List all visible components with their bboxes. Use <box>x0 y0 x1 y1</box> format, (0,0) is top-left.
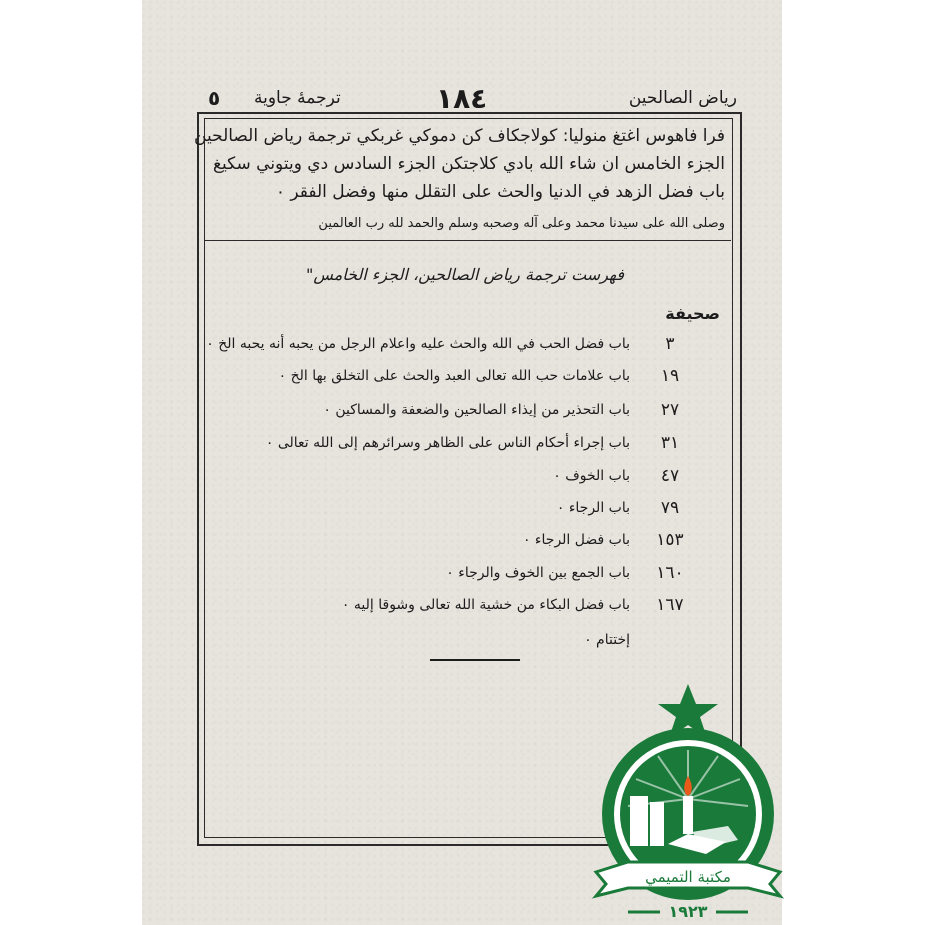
toc-entry <box>230 630 700 656</box>
toc-entry-title: باب فضل البكاء من خشية الله تعالى وشوقا إليه ٠ <box>341 597 630 613</box>
toc-page-number: ٢٧ <box>660 400 680 420</box>
logo-text: مكتبة التميمي <box>645 868 731 886</box>
toc-entry <box>230 563 700 589</box>
toc-entry-title: باب الرجاء ٠ <box>556 500 630 516</box>
toc-page-number: ١٥٣ <box>656 530 684 550</box>
toc-entry-title: إختتام ٠ <box>584 632 630 648</box>
colophon-line: فرا فاهوس اغتغ منوليا: كولاجكاف كن دموكي غربكي ترجمة رياض الصالحين <box>194 126 725 146</box>
header-center-number: ١٨٤ <box>436 82 488 115</box>
toc-title: فهرست ترجمة رياض الصالحين، الجزء الخامس" <box>305 265 625 284</box>
toc-page-number: ٧٩ <box>660 498 680 518</box>
page-column-header: صحيفة <box>665 304 720 323</box>
running-header <box>196 84 741 114</box>
end-rule <box>430 659 520 661</box>
toc-entry <box>230 433 700 459</box>
library-logo <box>588 684 788 925</box>
logo-year: ١٩٢٣ <box>668 902 708 921</box>
toc-page-number: ١٦٠ <box>656 563 684 583</box>
toc-entry <box>230 498 700 524</box>
toc-entry <box>230 530 700 556</box>
colophon-line: وصلى الله على سيدنا محمد وعلى آله وصحبه وسلم والحمد لله رب العالمين <box>318 216 725 231</box>
page-number: ٥ <box>208 86 221 110</box>
toc-page-number: ١٩ <box>660 366 680 386</box>
toc-entry-title: باب التحذير من إيذاء الصالحين والضعفة والمساكين ٠ <box>323 402 630 418</box>
header-right-title: رياض الصالحين <box>628 88 737 108</box>
toc-entry <box>230 400 700 426</box>
colophon-divider <box>204 240 731 241</box>
toc-entry <box>230 366 700 392</box>
header-left-title: ترجمهٔ جاوية <box>254 88 341 108</box>
toc-entry-title: باب علامات حب الله تعالى العبد والحث على التخلق بها الخ ٠ <box>278 368 630 384</box>
toc-page-number: ٤٧ <box>660 466 680 486</box>
toc-entry-title: باب الخوف ٠ <box>553 468 630 484</box>
toc-page-number: ٣١ <box>660 433 680 453</box>
toc-entry <box>230 595 700 621</box>
toc-entry-title: باب الجمع بين الخوف والرجاء ٠ <box>446 565 630 581</box>
colophon-line: الجزء الخامس ان شاء الله بادي كلاجتكن الجزء السادس دي ويتوني سكيغ <box>212 154 725 174</box>
toc-entry-title: باب فضل الرجاء ٠ <box>522 532 630 548</box>
toc-page-number: ٣ <box>665 334 675 354</box>
toc-entry-title: باب إجراء أحكام الناس على الظاهر وسرائرهم إلى الله تعالى ٠ <box>265 435 630 451</box>
toc-page-number: ١٦٧ <box>656 595 684 615</box>
colophon-line: باب فضل الزهد في الدنيا والحث على التقلل منها وفضل الفقر ٠ <box>275 182 725 202</box>
toc-entry-title: باب فضل الحب في الله والحث عليه واعلام الرجل من يحبه أنه يحبه الخ ٠ <box>206 336 630 352</box>
toc-entry <box>206 334 700 360</box>
toc-entry <box>230 466 700 492</box>
